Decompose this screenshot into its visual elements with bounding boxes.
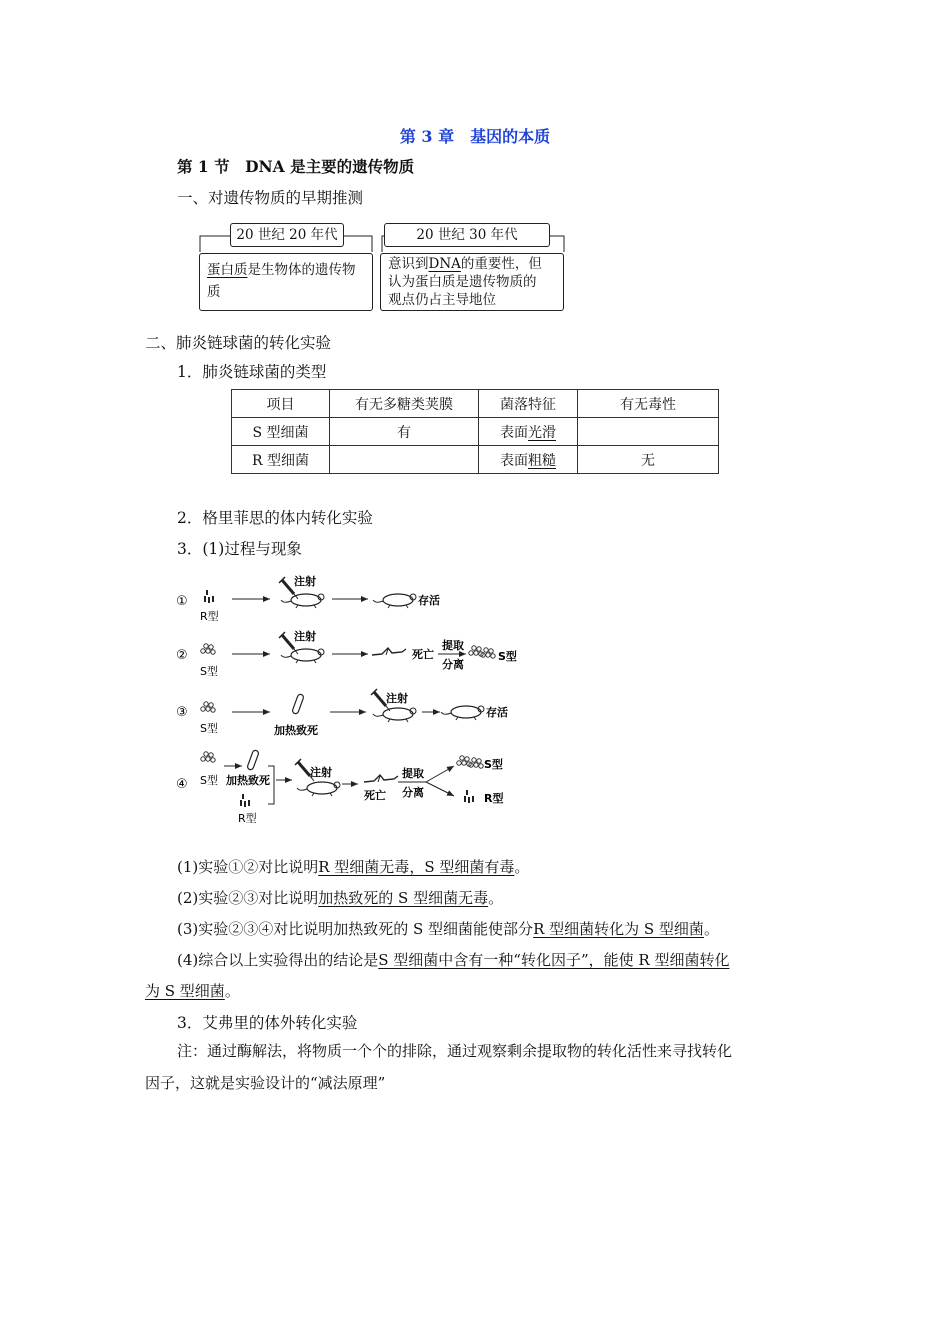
dead-mouse-icon [364,775,398,782]
process-heading: 3．(1)过程与现象 [177,540,302,558]
table-cell: 有 [330,418,479,446]
label-s-type: S型 [484,758,503,771]
label-inject: 注射 [294,630,316,643]
conclusion-3-pre: (3)实验②③④对比说明加热致死的 S 型细菌能使部分 [177,920,534,938]
era1-underlined: 蛋白质 [207,262,248,278]
griffith-heading: 2．格里菲思的体内转化实验 [177,509,373,527]
table-cell: 无 [578,446,719,474]
table-cell [479,418,578,446]
s-bacteria-icon [481,648,495,658]
s-bacteria-icon [201,752,215,762]
mouse-icon [373,708,416,722]
arrow [426,766,454,782]
conclusion-4-answer-part2: 为 S 型细菌 [145,982,225,1000]
griffith-diagram [160,570,540,830]
section-title: 第 1 节 DNA 是主要的遗传物质 [177,157,415,176]
label-inject: 注射 [294,575,316,588]
table-row [232,418,719,446]
conclusion-4-line1 [177,945,729,975]
conclusion-1 [177,852,529,882]
era2-text [388,255,560,309]
exp-number-1: ① [176,594,188,609]
exp-number-4: ④ [176,777,188,792]
s-bacteria-icon [201,702,215,712]
test-tube-icon [247,750,259,771]
conclusion-3 [177,914,719,944]
conclusion-3-answer: R 型细菌转化为 S 型细菌 [533,920,704,938]
mouse-icon [297,782,340,796]
table-header: 项目 [232,390,330,418]
r-bacteria-icon [240,794,250,807]
mouse-icon [373,594,416,608]
conclusion-2 [177,883,503,913]
label-heat-kill: 加热致死 [274,724,318,737]
conclusion-1-post: 。 [514,858,530,876]
era2-line2: 认为蛋白质是遗传物质的 [388,274,537,290]
table-cell [578,418,719,446]
table-header: 有无多糖类荚膜 [330,390,479,418]
label-dead: 死亡 [412,648,434,661]
label-separate: 分离 [402,786,424,799]
conclusion-3-post: 。 [703,920,719,938]
table-header: 有无毒性 [578,390,719,418]
conclusion-4-answer-part1: S 型细菌中含有一种“转化因子”，能使 R 型细菌转化 [378,951,730,969]
colony-underlined: 光滑 [528,424,556,441]
label-r-type: R型 [484,792,504,805]
r-bacteria-icon [204,590,214,603]
era1-tag: 20 世纪 20 年代 [230,223,344,247]
conclusion-4-pre: (4)综合以上实验得出的结论是 [177,951,379,969]
note-line-2: 因子，这就是实验设计的“减法原理” [145,1074,386,1092]
mouse-icon [441,706,484,720]
table-cell [479,446,578,474]
label-heat-kill: 加热致死 [226,774,270,787]
part1-heading: 一、对遗传物质的早期推测 [177,189,364,207]
colony-pre: 表面 [500,424,528,441]
conclusion-2-pre: (2)实验②③对比说明 [177,889,319,907]
label-s-type: S型 [498,650,517,663]
label-separate: 分离 [442,658,464,671]
exp-number-3: ③ [176,705,188,720]
mouse-icon [281,594,324,608]
label-r-type: R型 [238,812,257,825]
table-cell: R 型细菌 [232,446,330,474]
label-s-type: S型 [200,665,218,678]
table-cell [330,446,479,474]
era2-line3: 观点仍占主导地位 [388,292,496,308]
avery-heading: 3．艾弗里的体外转化实验 [177,1014,358,1032]
label-s-type: S型 [200,722,218,735]
era2-dna: DNA [428,256,461,272]
test-tube-icon [292,694,304,715]
table-header: 菌落特征 [479,390,578,418]
label-extract: 提取 [402,767,424,780]
label-alive: 存活 [418,594,440,607]
bacteria-types-table [231,389,719,474]
table-row [232,446,719,474]
label-inject: 注射 [386,692,408,705]
colony-underlined: 粗糙 [528,452,556,469]
chapter-title: 第 3 章 基因的本质 [399,127,551,146]
table-cell: S 型细菌 [232,418,330,446]
conclusion-1-pre: (1)实验①②对比说明 [177,858,319,876]
label-r-type: R型 [200,610,219,623]
era1-text [207,259,367,303]
conclusion-2-post: 。 [488,889,504,907]
table-header-row [232,390,719,418]
label-inject: 注射 [310,766,332,779]
dead-mouse-icon [372,648,406,655]
part2-heading: 二、肺炎链球菌的转化实验 [145,334,332,352]
label-extract: 提取 [442,639,464,652]
s-bacteria-icon [469,758,483,768]
label-dead: 死亡 [364,789,386,802]
note-line-1: 注：通过酶解法，将物质一个个的排除，通过观察剩余提取物的转化活性来寻找转化 [177,1042,733,1060]
conclusion-4-post: 。 [224,982,240,1000]
era1-text-rest: 是生物体的遗传物质 [207,262,356,300]
conclusion-4-line2 [145,976,240,1006]
mouse-icon [281,649,324,663]
era2-line1-pre: 意识到 [388,256,429,272]
label-s-type: S型 [200,774,218,787]
types-heading: 1．肺炎链球菌的类型 [177,363,327,381]
conclusion-2-answer: 加热致死的 S 型细菌无毒 [318,889,489,907]
arrow [426,782,454,796]
r-bacteria-icon [464,790,474,803]
era2-tag: 20 世纪 30 年代 [384,223,550,247]
conclusion-1-answer: R 型细菌无毒，S 型细菌有毒 [318,858,515,876]
colony-pre: 表面 [500,452,528,469]
era2-line1-post: 的重要性，但 [460,256,542,272]
label-alive: 存活 [486,706,508,719]
exp-number-2: ② [176,648,188,663]
s-bacteria-icon [201,644,215,654]
